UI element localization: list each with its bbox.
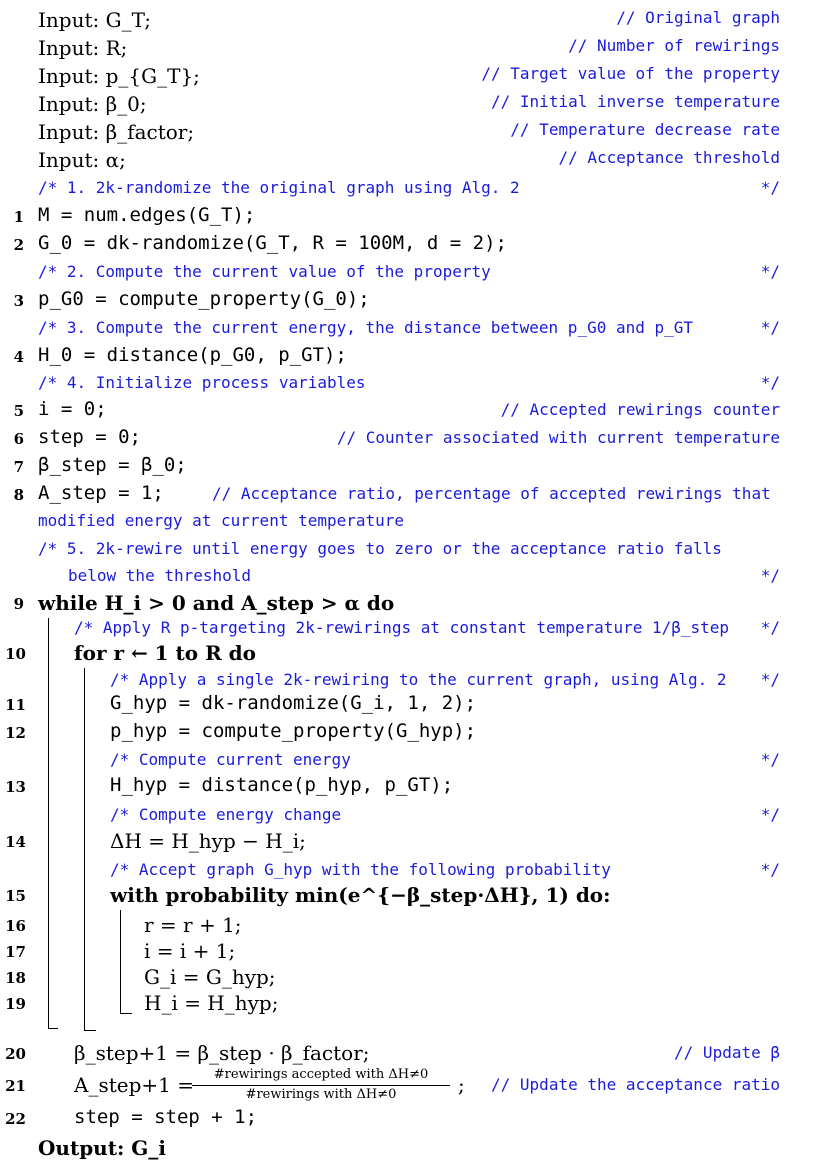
block-comment-end: */ — [760, 860, 780, 879]
block-comment-end: */ — [760, 178, 780, 197]
code-text: while H_i > 0 and A_step > α do — [38, 591, 395, 615]
code-text: A_step = 1; — [38, 482, 164, 504]
line-number: 1 — [13, 208, 24, 226]
inline-comment: // Acceptance ratio, percentage of accepted rewirings that — [212, 484, 771, 503]
line-number: 7 — [13, 458, 24, 476]
fraction-numerator: #rewirings accepted with ΔH≠0 — [213, 1067, 429, 1082]
line-number: 22 — [5, 1110, 26, 1128]
prob-scope-foot — [120, 1013, 132, 1014]
code-text: G_0 = dk-randomize(G_T, R = 100M, d = 2); — [38, 232, 507, 254]
block-comment-text: /* 4. Initialize process variables — [38, 373, 366, 392]
code-text: H_hyp = distance(p_hyp, p_GT); — [110, 774, 454, 796]
block-comment-end: */ — [760, 373, 780, 392]
input-code: Input: β_factor; — [38, 120, 195, 144]
code-text: r = r + 1; — [144, 913, 242, 937]
input-comment: // Target value of the property — [481, 64, 780, 83]
block-comment-end: */ — [760, 750, 780, 769]
semicolon: ; — [458, 1073, 465, 1097]
code-text: G_i = G_hyp; — [144, 965, 276, 989]
input-code: Input: R; — [38, 36, 128, 60]
code-text: H_i = H_hyp; — [144, 991, 279, 1015]
line-number: 14 — [5, 833, 26, 851]
block-comment-text: /* 3. Compute the current energy, the distance between p_G0 and p_GT — [38, 318, 694, 337]
input-comment: // Original graph — [616, 8, 780, 27]
line-number: 17 — [5, 943, 26, 961]
input-comment: // Number of rewirings — [568, 36, 780, 55]
inline-comment: // Update the acceptance ratio — [491, 1075, 780, 1094]
code-text: for r ← 1 to R do — [74, 641, 256, 665]
input-code: Input: p_{G_T}; — [38, 64, 200, 88]
block-comment-end: */ — [760, 805, 780, 824]
block-comment-text: /* Accept graph G_hyp with the following probability — [110, 860, 611, 879]
block-comment-text: /* 2. Compute the current value of the property — [38, 262, 491, 281]
line-number: 8 — [13, 486, 24, 504]
inline-comment: // Accepted rewirings counter — [500, 400, 780, 419]
code-text: β_step+1 = β_step · β_factor; — [74, 1041, 370, 1065]
input-code: Input: α; — [38, 148, 126, 172]
block-comment-text: /* Apply a single 2k-rewiring to the current graph, using Alg. 2 — [110, 670, 727, 689]
code-text: i = i + 1; — [144, 939, 236, 963]
for-scope-bar — [84, 668, 85, 1030]
while-scope-foot — [48, 1028, 58, 1029]
line-number: 13 — [5, 778, 26, 796]
code-text: ΔH = H_hyp − H_i; — [110, 829, 306, 853]
code-text: M = num.edges(G_T); — [38, 204, 256, 226]
line-number: 12 — [5, 724, 26, 742]
code-text: G_hyp = dk-randomize(G_i, 1, 2); — [110, 692, 477, 714]
line-number: 19 — [5, 995, 26, 1013]
code-text: A_step+1 = — [74, 1073, 194, 1097]
line-number: 5 — [13, 402, 24, 420]
line-number: 18 — [5, 969, 26, 987]
line-number: 4 — [13, 348, 24, 366]
block-comment-text: /* 5. 2k-rewire until energy goes to zero or the acceptance ratio falls — [38, 539, 722, 558]
inline-comment: // Counter associated with current temperature — [336, 428, 780, 447]
input-comment: // Acceptance threshold — [558, 148, 780, 167]
block-comment-end: */ — [760, 566, 780, 585]
block-comment-text: /* Compute energy change — [110, 805, 342, 824]
input-comment: // Temperature decrease rate — [510, 120, 780, 139]
block-comment-end: */ — [760, 318, 780, 337]
code-text: β_step = β_0; — [38, 454, 187, 476]
fraction-rule — [192, 1085, 450, 1086]
code-text: H_0 = distance(p_G0, p_GT); — [38, 344, 347, 366]
line-number: 9 — [13, 595, 24, 613]
code-text: step = 0; — [38, 426, 141, 448]
inline-comment: // Update β — [674, 1043, 780, 1062]
line-number: 3 — [13, 292, 24, 310]
output-code: Output: G_i — [38, 1136, 166, 1160]
code-text: i = 0; — [38, 398, 107, 420]
line-number: 10 — [5, 645, 26, 663]
code-text: with probability min(e^{−β_step·ΔH}, 1) do: — [110, 883, 611, 907]
fraction-denominator: #rewirings with ΔH≠0 — [245, 1087, 397, 1102]
line-number: 6 — [13, 430, 24, 448]
input-comment: // Initial inverse temperature — [491, 92, 780, 111]
input-code: Input: β_0; — [38, 92, 147, 116]
code-text: p_G0 = compute_property(G_0); — [38, 288, 370, 310]
block-comment-end: */ — [760, 618, 780, 637]
while-scope-bar — [48, 618, 49, 1028]
block-comment-text: /* Compute current energy — [110, 750, 351, 769]
block-comment-text: /* Apply R p-targeting 2k-rewirings at constant temperature 1/β_step — [74, 618, 730, 637]
prob-scope-bar — [120, 910, 121, 1013]
code-text: step = step + 1; — [74, 1106, 258, 1128]
input-code: Input: G_T; — [38, 8, 151, 32]
block-comment-end: */ — [760, 262, 780, 281]
block-comment-text: below the threshold — [68, 566, 252, 585]
line-number: 16 — [5, 917, 26, 935]
line-number: 2 — [13, 236, 24, 254]
code-text: p_hyp = compute_property(G_hyp); — [110, 720, 477, 742]
line-number: 21 — [5, 1077, 26, 1095]
line-number: 11 — [5, 696, 26, 714]
line-number: 20 — [5, 1045, 26, 1063]
line-number: 15 — [5, 887, 26, 905]
for-scope-foot — [84, 1030, 96, 1031]
block-comment-end: */ — [760, 670, 780, 689]
inline-comment-continued: modified energy at current temperature — [38, 511, 405, 530]
block-comment-text: /* 1. 2k-randomize the original graph using Alg. 2 — [38, 178, 520, 197]
